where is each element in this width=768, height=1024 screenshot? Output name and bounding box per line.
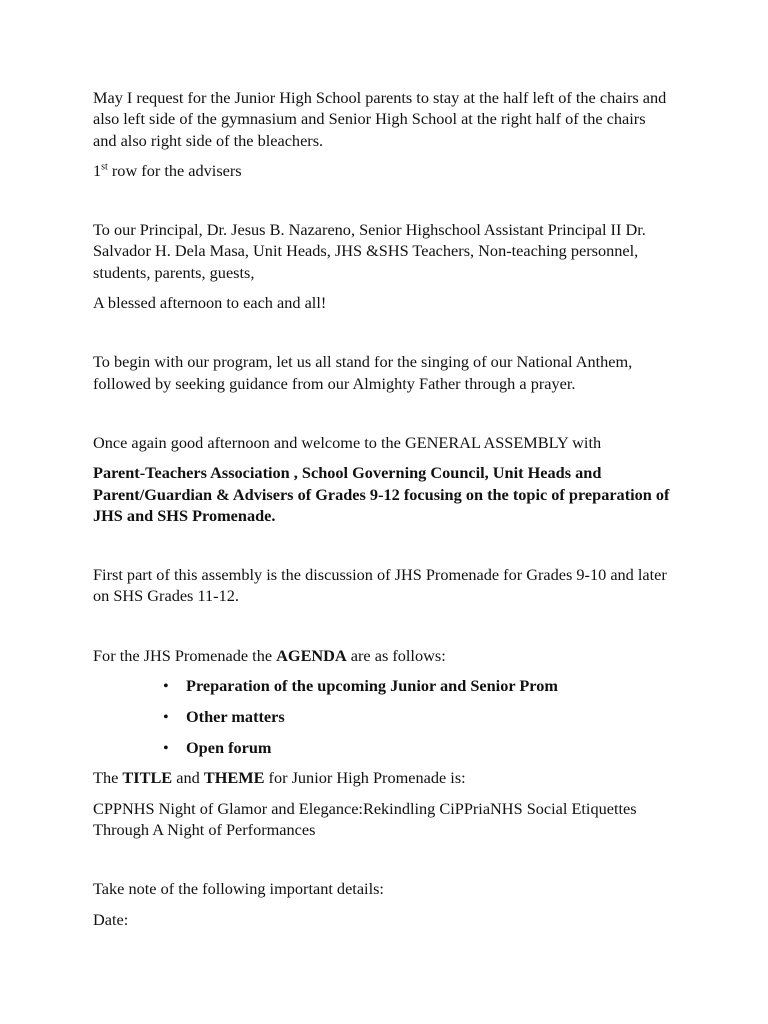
title-line-bold-theme: THEME	[203, 768, 265, 788]
agenda-item	[163, 675, 673, 696]
welcome-line: Once again good afternoon and welcome to the GENERAL ASSEMBLY with	[93, 432, 602, 452]
bullet-icon: •	[163, 737, 169, 757]
agenda-item-label: Preparation of the upcoming Junior and Senior Prom	[186, 676, 558, 696]
row-number: 1	[93, 160, 102, 180]
theme-text: CPPNHS Night of Glamor and Elegance:Rekindling CiPPriaNHS Social Etiquettes Through A Night of Performances	[93, 798, 637, 840]
agenda-intro-after: are as follows:	[346, 645, 446, 665]
agenda-list	[93, 675, 673, 758]
details-intro: Take note of the following important details:	[93, 879, 384, 899]
row-ordinal-suffix: st	[101, 161, 108, 173]
agenda-item-label: Open forum	[186, 737, 272, 757]
bullet-icon: •	[163, 676, 169, 696]
agenda-item-label: Other matters	[186, 706, 285, 726]
assembly-description	[93, 462, 673, 526]
assembly-description-bold: Parent-Teachers Association , School Governing Council, Unit Heads and Parent/Guardian & Advisers of Grades 9-12 focusing on the topic of preparation of JHS and SHS Promenade.	[93, 463, 670, 525]
greeting-paragraph: To our Principal, Dr. Jesus B. Nazareno, Senior Highschool Assistant Principal II Dr. Salvador H. Dela Masa, Unit Heads, JHS &SHS Teachers, Non-teaching personnel, students, parents, guests,	[93, 220, 646, 282]
title-line-text-1: The	[93, 768, 123, 788]
bullet-icon: •	[163, 706, 169, 726]
title-line-bold-title: TITLE	[122, 768, 173, 788]
agenda-item	[163, 737, 673, 758]
seating-request-paragraph: May I request for the Junior High School parents to stay at the half left of the chairs and also left side of the gymnasium and Senior High School at the right half of the chairs and also right side of the bleachers.	[93, 88, 667, 150]
anthem-paragraph: To begin with our program, let us all stand for the singing of our National Anthem, followed by seeking guidance from our Almighty Father through a prayer.	[93, 352, 633, 393]
document-page	[93, 87, 673, 930]
title-line-text-3: for Junior High Promenade is:	[264, 768, 466, 788]
agenda-intro-before: For the JHS Promenade the	[93, 645, 277, 665]
row-text: row for the advisers	[107, 160, 242, 180]
title-line-text-2: and	[172, 768, 204, 788]
agenda-intro-bold: AGENDA	[276, 645, 347, 665]
agenda-item	[163, 706, 673, 727]
advisers-row-line	[93, 160, 673, 181]
title-theme-line	[93, 767, 673, 788]
date-label: Date:	[93, 909, 129, 929]
first-part-paragraph: First part of this assembly is the discussion of JHS Promenade for Grades 9-10 and later on SHS Grades 11-12.	[93, 565, 667, 606]
blessing-line: A blessed afternoon to each and all!	[93, 293, 327, 313]
agenda-intro	[93, 645, 673, 666]
